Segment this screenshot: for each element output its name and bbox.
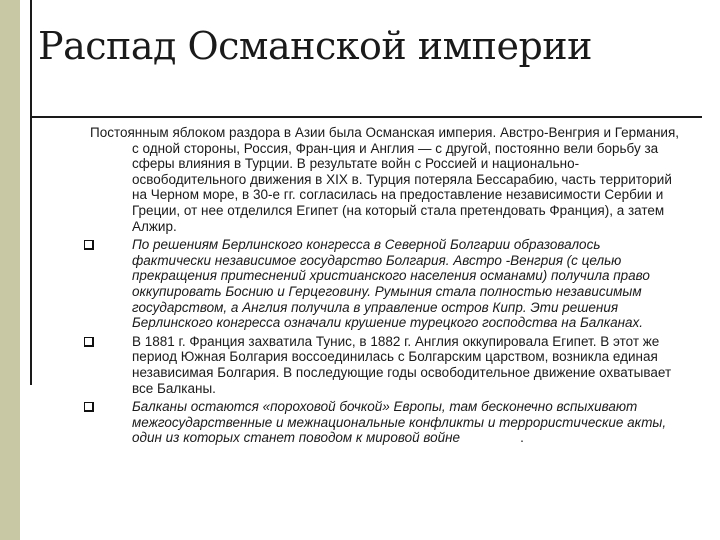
square-bullet-icon	[84, 240, 94, 250]
bullet-text: Балканы остаются «пороховой бочкой» Европы, там бесконечно вспыхивают межгосударственные и межнациональные конфликты и террористические акты, один из которых станет поводом к мировой войне	[132, 399, 667, 446]
bullet-text: В 1881 г. Франция захватила Тунис, в 1882 г. Англия оккупировала Египет. В этот же период Южная Болгария воссоединилась с Болгарским царством, возникла единая независимая Болгария. В последующие годы освободительное движение охватывает все Балканы.	[132, 333, 672, 396]
square-bullet-icon	[84, 337, 94, 347]
title-underline	[30, 116, 702, 118]
bullet-list	[74, 237, 682, 446]
slide-title: Распад Османской империи	[38, 24, 592, 68]
vertical-rule	[30, 0, 32, 385]
square-bullet-icon	[84, 402, 94, 412]
list-item	[74, 334, 682, 396]
bullet-text: По решениям Берлинского конгресса в Северной Болгарии образовалось фактически независимое государство Болгария. Австро -Венгрия (с целью прекращения притеснений христианского населения османами) получила право оккупировать Боснию и Герцеговину. Румыния стала полностью независимым государством, а Англия получила в управление остров Кипр. Эти решения Берлинского конгресса означали крушение турецкого господства на Балканах.	[132, 237, 650, 331]
accent-band	[0, 0, 20, 540]
intro-paragraph: Постоянным яблоком раздора в Азии была Османская империя. Австро-Венгрия и Германия, с одной стороны, Россия, Фран-ция и Англия — с другой, постоянно вели борьбу за сферы влияния в Турции. В результате войн с Россией и национально-освободительного движения в XIX в. Турция потеряла Бессарабию, часть территорий на Черном море, в 30-е гг. согласилась на предоставление независимости Сербии и Греции, от нее отделился Египет (на который стала претендовать Франция), а затем Алжир.	[90, 125, 680, 234]
list-item	[74, 237, 682, 331]
list-item	[74, 399, 682, 446]
trailing-period: .	[520, 430, 524, 446]
slide-body	[74, 125, 682, 449]
